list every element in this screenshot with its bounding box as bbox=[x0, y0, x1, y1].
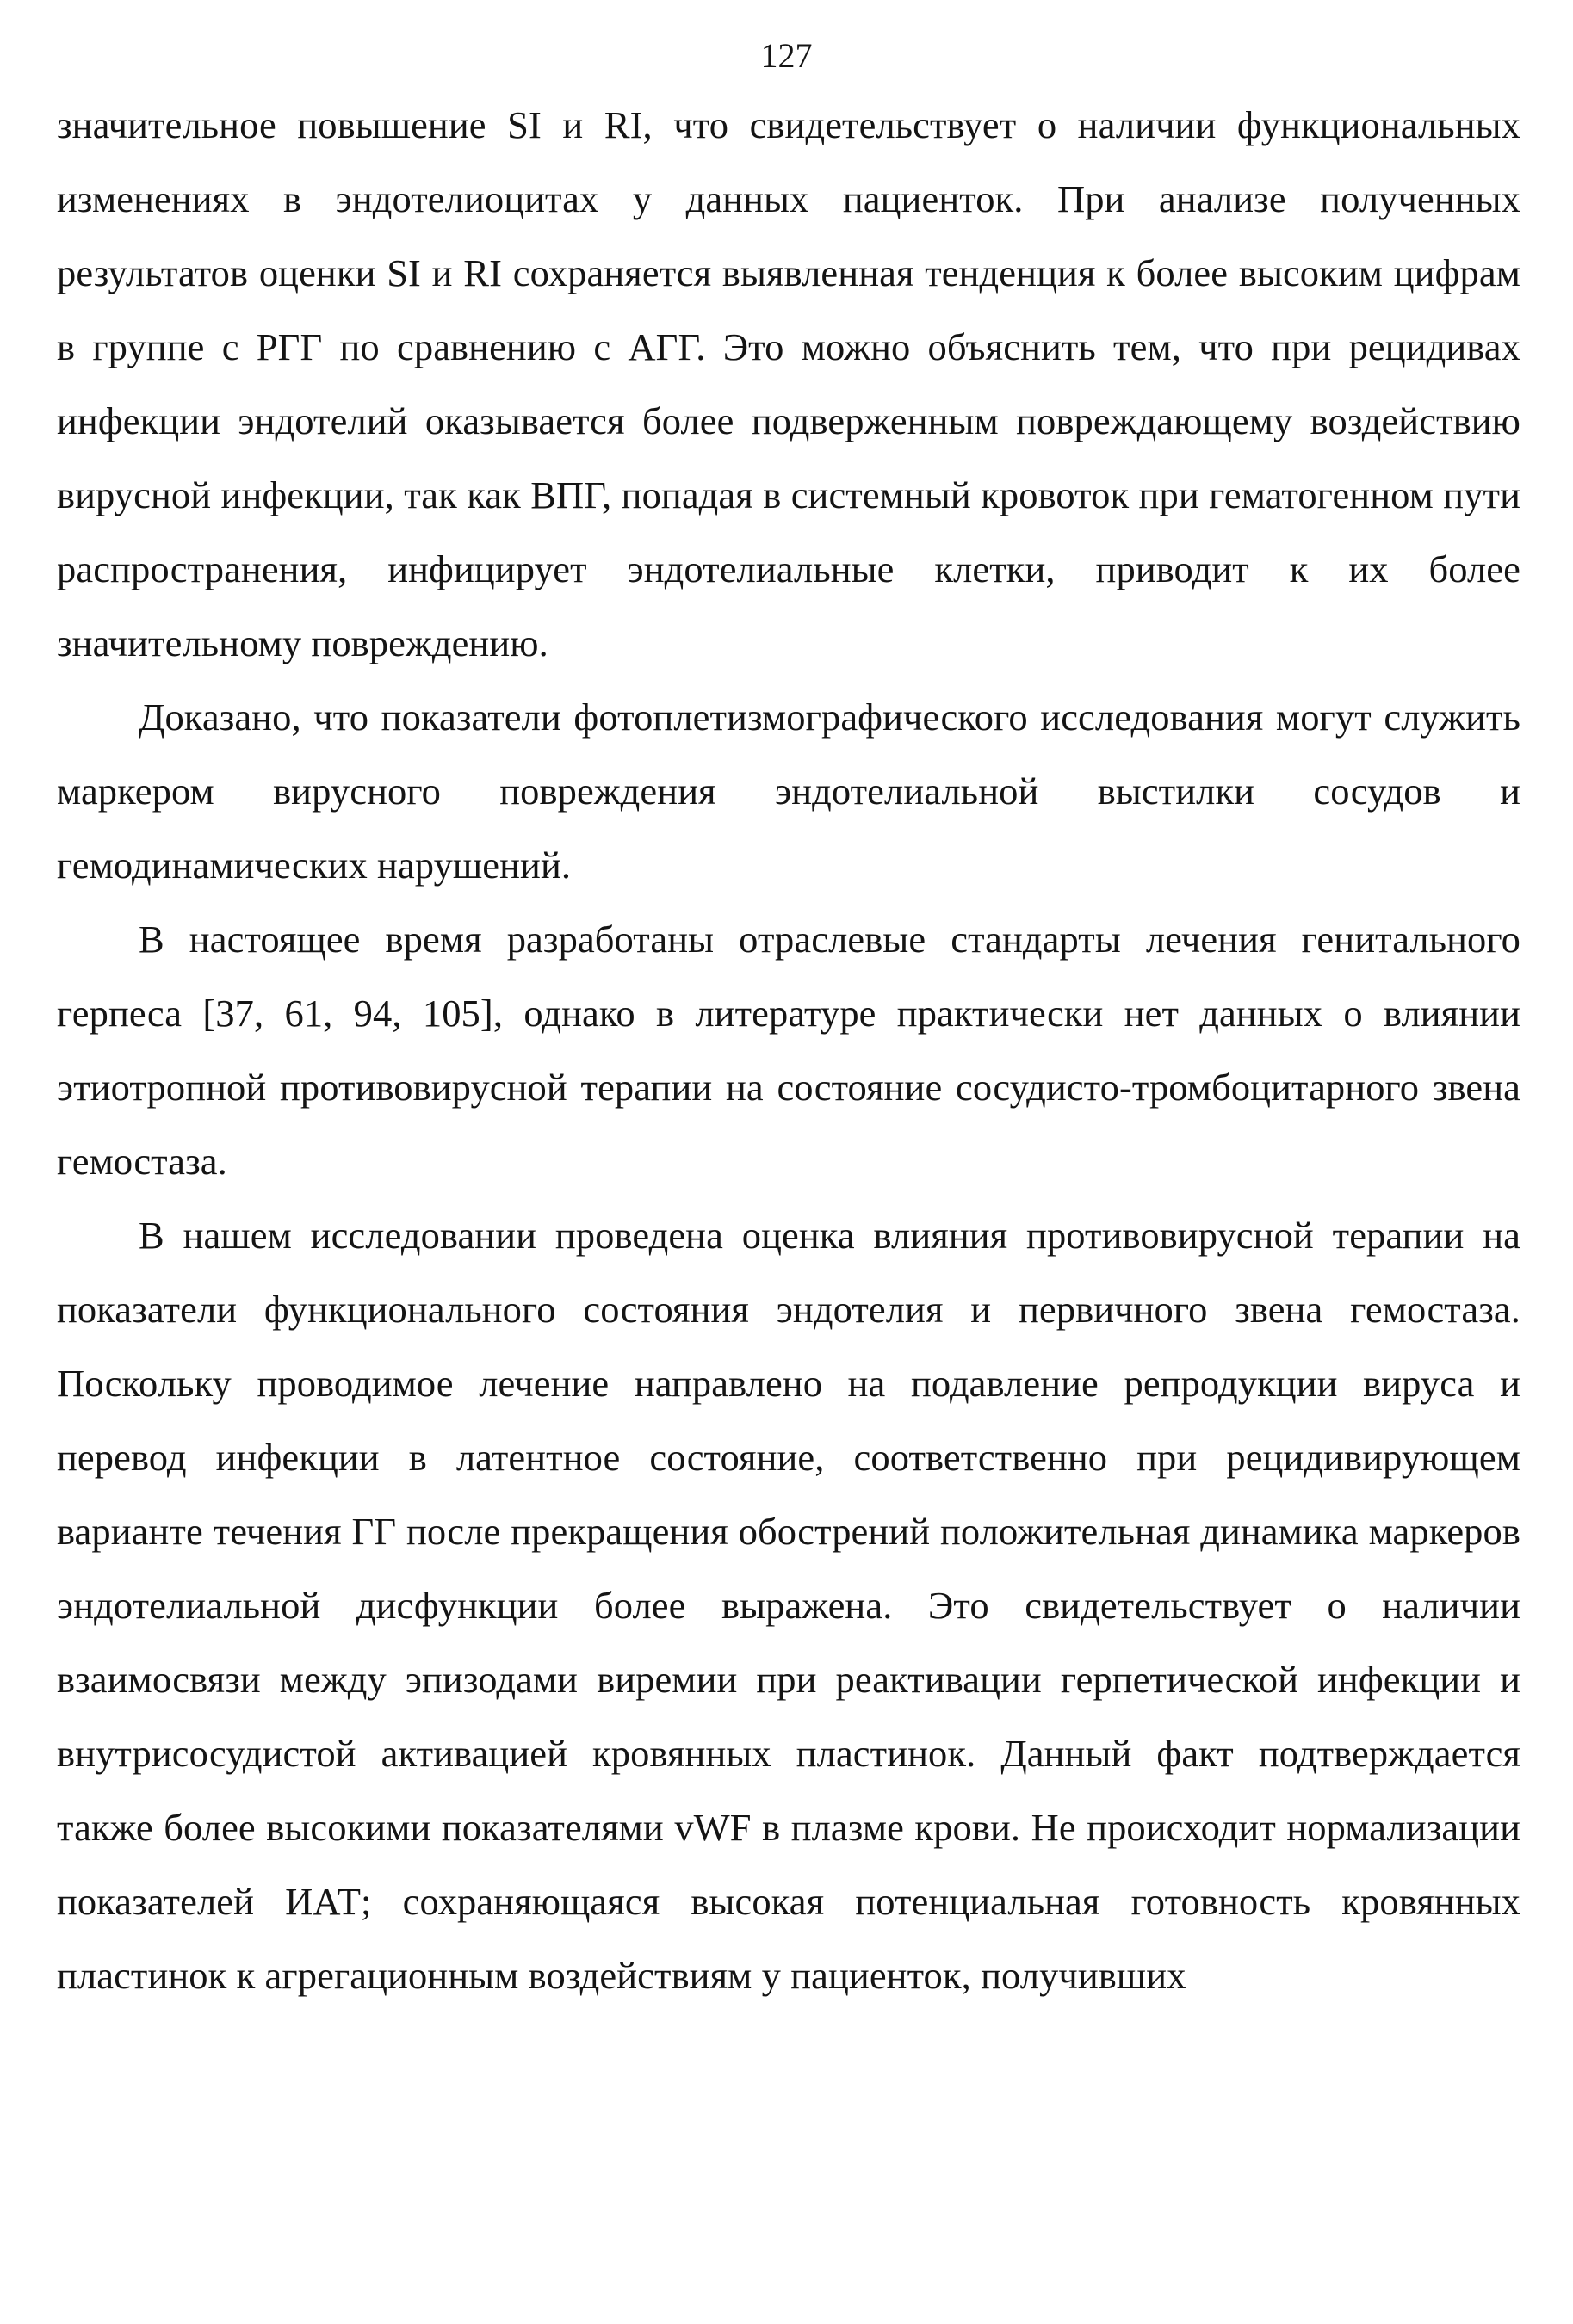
paragraph-2: Доказано, что показатели фотоплетизмографического исследования могут служить маркером вирусного повреждения эндотелиальной выстилки сосудов и гемодинамических нарушений. bbox=[57, 695, 1520, 887]
paragraph-1: значительное повышение SI и RI, что свидетельствует о наличии функциональных изменениях в эндотелиоцитах у данных пациенток. При анализе полученных результатов оценки SI и RI сохраняется выявленная тенденция к более высоким цифрам в группе с РГГ по сравнению с АГГ. Это можно объяснить тем, что при рецидивах инфекции эндотелий оказывается более подверженным повреждающему воздействию вирусной инфекции, так как ВПГ, попадая в системный кровоток при гематогенном пути распространения, инфицирует эндотелиальные клетки, приводит к их более значительному повреждению. bbox=[57, 103, 1520, 664]
paragraph-4: В нашем исследовании проведена оценка влияния противовирусной терапии на показатели функционального состояния эндотелия и первичного звена гемостаза. Поскольку проводимое лечение направлено на подавление репродукции вируса и перевод инфекции в латентное состояние, соответственно при рецидивирующем варианте течения ГГ после прекращения обострений положительная динамика маркеров эндотелиальной дисфункции более выражена. Это свидетельствует о наличии взаимосвязи между эпизодами виремии при реактивации герпетической инфекции и внутрисосудистой активацией кровянных пластинок. Данный факт подтверждается также более высокими показателями vWF в плазме крови. Не происходит нормализации показателей ИАТ; сохраняющаяся высокая потенциальная готовность кровянных пластинок к агрегационным воздействиям у пациенток, получивших bbox=[57, 1214, 1520, 1997]
paragraph-3: В настоящее время разработаны отраслевые стандарты лечения генитального герпеса [37, 61, 94, 105], однако в литературе практически нет данных о влиянии этиотропной противовирусной терапии на состояние сосудисто-тромбоцитарного звена гемостаза. bbox=[57, 918, 1520, 1183]
body-text bbox=[57, 88, 1520, 2012]
page-number: 127 bbox=[760, 36, 813, 75]
